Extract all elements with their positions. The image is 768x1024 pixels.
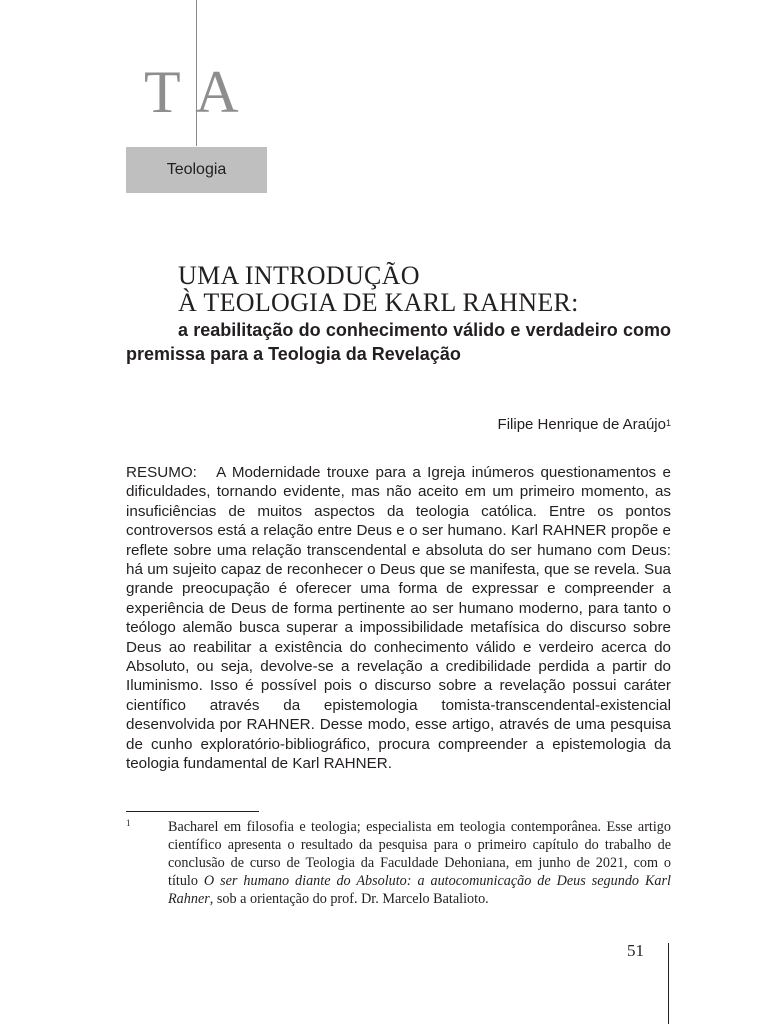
footnote-text bbox=[168, 818, 671, 908]
author-byline bbox=[498, 415, 671, 435]
footnote-text-part-1: Bacharel em filosofia e teologia; especialista em teologia contemporânea. Esse artigo científico apresenta o resultado da pesquisa para o primeiro capítulo do trabalho de conclusão de curso de Teologia da Faculdade Dehoniana, em junho de 2021, com o título bbox=[168, 819, 671, 889]
footnote-number: 1 bbox=[126, 818, 131, 828]
section-label-text: Teologia bbox=[166, 161, 227, 178]
page-number: 51 bbox=[627, 941, 644, 960]
author-footnote-ref[interactable]: 1 bbox=[665, 418, 671, 428]
abstract bbox=[126, 463, 671, 774]
journal-mark: T A bbox=[144, 59, 241, 125]
article-title-line-2: À TEOLOGIA DE KARL RAHNER: bbox=[178, 288, 579, 317]
section-label bbox=[126, 147, 267, 193]
article-title-line-1: UMA INTRODUÇÃO bbox=[178, 261, 420, 290]
footnote-text-part-2: , sob a orientação do prof. Dr. Marcelo Batalioto. bbox=[209, 891, 489, 907]
article-title-block bbox=[126, 262, 671, 366]
footnote-cited-title: O ser humano diante do Absoluto: a autocomunicação de Deus segundo Karl Rahner bbox=[168, 873, 671, 907]
abstract-text: A Modernidade trouxe para a Igreja inúmeros questionamentos e dificuldades, tornando evidente, mas não aceito em um primeiro momento, as insuficiências de muitos aspectos da teologia católica. Entre os pontos controversos está a relação entre Deus e o ser humano. Karl RAHNER propõe e reflete sobre uma relação transcendental e absoluta do ser humano com Deus: há um sujeito capaz de reconhecer o Deus que se manifesta, que se revela. Sua grande preocupação é oferecer uma forma de expressar e compreender a experiência de Deus de forma pertinente ao ser humano moderno, para tanto o teólogo alemão busca superar a impossibilidade metafísica do discurso sobre Deus ao reabilitar a existência do conhecimento válido e verdeiro acerca do Absoluto, ou seja, devolve-se a revelação a credibilidade perdida a partir do Iluminismo. Isso é possível pois o discurso sobre a revelação possui caráter científico através da epistemologia tomista-transcendental-existencial desenvolvida por RAHNER. Desse modo, esse artigo, através de uma pesquisa de cunho exploratório-bibliográfico, procura compreender a epistemologia da teologia fundamental de Karl RAHNER. bbox=[126, 464, 671, 773]
article-subtitle: a reabilitação do conhecimento válido e verdadeiro como premissa para a Teologia da Revelação bbox=[126, 320, 671, 364]
footnote-divider bbox=[126, 811, 259, 812]
footer-divider-line bbox=[668, 943, 669, 1024]
abstract-label: RESUMO: bbox=[126, 464, 197, 481]
footnote bbox=[126, 818, 671, 908]
author-name: Filipe Henrique de Araújo bbox=[497, 416, 666, 433]
